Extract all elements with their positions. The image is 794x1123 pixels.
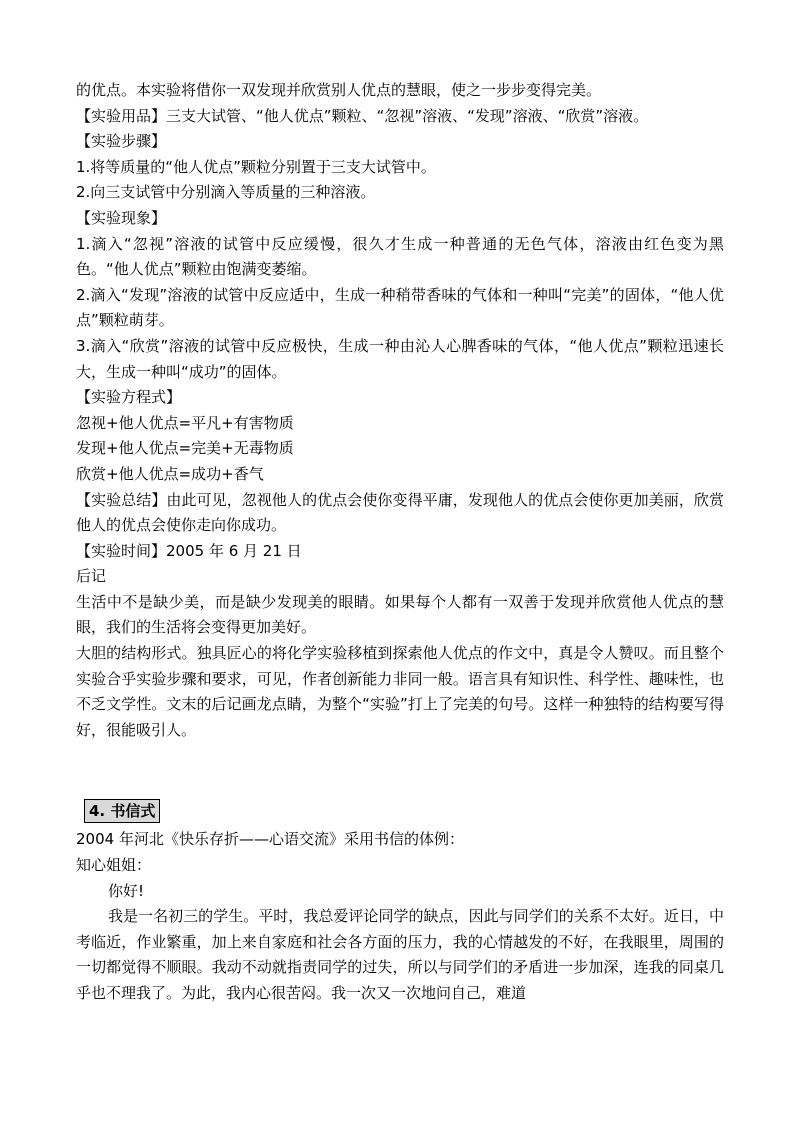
letter-body: 我是一名初三的学生。平时，我总爱评论同学的缺点，因此与同学们的关系不太好。近日，中考临近，作业繁重，加上来自家庭和社会各方面的压力，我的心情越发的不好，在我眼里，周围的一切都觉得不顺眼。我动不动就指责同学的过失，所以与同学们的矛盾进一步加深，连我的同桌几乎也不理我了。为此，我内心很苦闷。我一次又一次地问自己，难道 [76, 907, 724, 1002]
step-1: 1.将等质量的“他人优点”颗粒分别置于三支大试管中。 [76, 157, 436, 176]
equation-3: 欣赏+他人优点=成功+香气 [76, 464, 264, 483]
paragraph-time: 【实验时间】2005 年 6 月 21 日 [76, 541, 302, 560]
heading-postscript: 后记 [76, 567, 107, 586]
phenomenon-2: 2.滴入“发现”溶液的试管中反应适中，生成一种稍带香味的气体和一种叫“完美”的固体，“他人优点”颗粒萌芽。 [76, 285, 724, 330]
equation-1: 忽视+他人优点=平凡+有害物质 [76, 413, 294, 432]
document-page [76, 78, 724, 1007]
phenomenon-3: 3.滴入“欣赏”溶液的试管中反应极快，生成一种由沁人心脾香味的气体，“他人优点”颗粒迅速长大，生成一种叫“成功”的固体。 [76, 336, 724, 381]
paragraph-summary: 【实验总结】由此可见，忽视他人的优点会使你变得平庸，发现他人的优点会使你更加美丽，欣赏他人的优点会使你走向你成功。 [76, 490, 724, 535]
phenomenon-1: 1.滴入“忽视”溶液的试管中反应缓慢，很久才生成一种普通的无色气体，溶液由红色变为黑色。“他人优点”颗粒由饱满变萎缩。 [76, 234, 724, 279]
letter-salutation: 知心姐姐： [76, 856, 152, 875]
letter-greeting: 你好! [108, 881, 145, 900]
paragraph-example-intro: 2004 年河北《快乐存折——心语交流》采用书信的体例： [76, 830, 464, 849]
paragraph-commentary: 大胆的结构形式。独具匠心的将化学实验移植到探索他人优点的作文中，真是令人赞叹。而且整个实验合乎实验步骤和要求，可见，作者创新能力非同一般。语言具有知识性、科学性、趣味性，也不乏文学性。文末的后记画龙点睛，为整个“实验”打上了完美的句号。这样一种独特的结构要写得好，很能吸引人。 [76, 644, 724, 739]
step-2: 2.向三支试管中分别滴入等质量的三种溶液。 [76, 183, 376, 202]
equation-2: 发现+他人优点=完美+无毒物质 [76, 439, 294, 458]
heading-steps: 【实验步骤】 [76, 132, 167, 151]
paragraph-materials: 【实验用品】三支大试管、“他人优点”颗粒、“忽视”溶液、“发现”溶液、“欣赏”溶液。 [76, 106, 649, 125]
paragraph-intro: 的优点。本实验将借你一双发现并欣赏别人优点的慧眼，使之一步步变得完美。 [76, 81, 602, 99]
heading-phenomena: 【实验现象】 [76, 208, 167, 227]
heading-equations: 【实验方程式】 [76, 388, 182, 407]
section-title: 4. 书信式 [84, 799, 160, 823]
paragraph-postscript: 生活中不是缺少美，而是缺少发现美的眼睛。如果每个人都有一双善于发现并欣赏他人优点的慧眼，我们的生活将会变得更加美好。 [76, 592, 724, 637]
section-heading [84, 799, 724, 823]
